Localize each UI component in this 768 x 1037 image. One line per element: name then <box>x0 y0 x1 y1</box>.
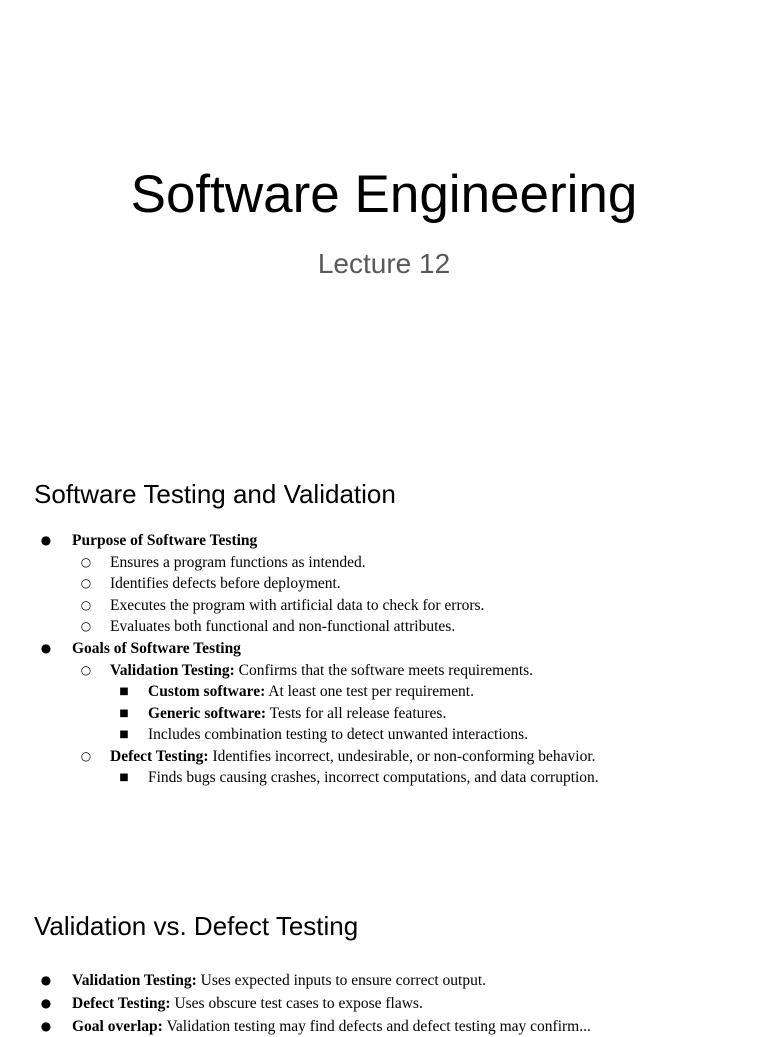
list-item-text: Finds bugs causing crashes, incorrect computations, and data corruption. <box>148 769 599 786</box>
list-item-text: Identifies incorrect, undesirable, or non-conforming behavior. <box>208 748 596 765</box>
disc-bullet-icon: ● <box>40 1019 52 1033</box>
section-heading-validation-vs-defect: Validation vs. Defect Testing <box>34 911 359 941</box>
section-heading-testing-validation: Software Testing and Validation <box>34 479 396 509</box>
circle-bullet-icon: ○ <box>80 598 92 612</box>
list-item-label: Goals of Software Testing <box>72 640 241 657</box>
list-item-text: Ensures a program functions as intended. <box>110 554 366 571</box>
circle-bullet-icon: ○ <box>80 555 92 569</box>
list-item-text: Identifies defects before deployment. <box>110 575 341 592</box>
list-item-text: Confirms that the software meets requirements. <box>234 662 534 679</box>
square-bullet-icon: ■ <box>119 686 129 697</box>
list-item-text: Evaluates both functional and non-functional attributes. <box>110 618 456 635</box>
list-item-label: Defect Testing: <box>72 995 171 1012</box>
list-item-text: Uses expected inputs to ensure correct output. <box>196 972 487 989</box>
list-item-text: Includes combination testing to detect unwanted interactions. <box>148 726 529 743</box>
list-item-label: Custom software: <box>148 683 266 700</box>
disc-bullet-icon: ● <box>40 533 52 547</box>
list-item-label: Generic software: <box>148 705 267 722</box>
circle-bullet-icon: ○ <box>80 749 92 763</box>
circle-bullet-icon: ○ <box>80 576 92 590</box>
list-item-text: Uses obscure test cases to expose flaws. <box>170 995 423 1012</box>
disc-bullet-icon: ● <box>40 641 52 655</box>
list-item-text: Executes the program with artificial data to check for errors. <box>110 597 485 614</box>
list-item-text: Validation testing may find defects and defect testing may confirm... <box>162 1018 591 1035</box>
square-bullet-icon: ■ <box>119 772 129 783</box>
square-bullet-icon: ■ <box>119 729 129 740</box>
list-item-label: Defect Testing: <box>110 748 209 765</box>
list-item-label: Goal overlap: <box>72 1018 163 1035</box>
slide-title: Software Engineering <box>130 165 638 224</box>
circle-bullet-icon: ○ <box>80 663 92 677</box>
disc-bullet-icon: ● <box>40 973 52 987</box>
list-item-label: Purpose of Software Testing <box>72 532 258 549</box>
list-item-text: At least one test per requirement. <box>265 683 474 700</box>
list-item-text: Tests for all release features. <box>266 705 447 722</box>
disc-bullet-icon: ● <box>40 996 52 1010</box>
list-item-label: Validation Testing: <box>72 972 197 989</box>
list-item-label: Validation Testing: <box>110 662 235 679</box>
circle-bullet-icon: ○ <box>80 619 92 633</box>
slide-subtitle: Lecture 12 <box>317 248 451 279</box>
square-bullet-icon: ■ <box>119 708 129 719</box>
